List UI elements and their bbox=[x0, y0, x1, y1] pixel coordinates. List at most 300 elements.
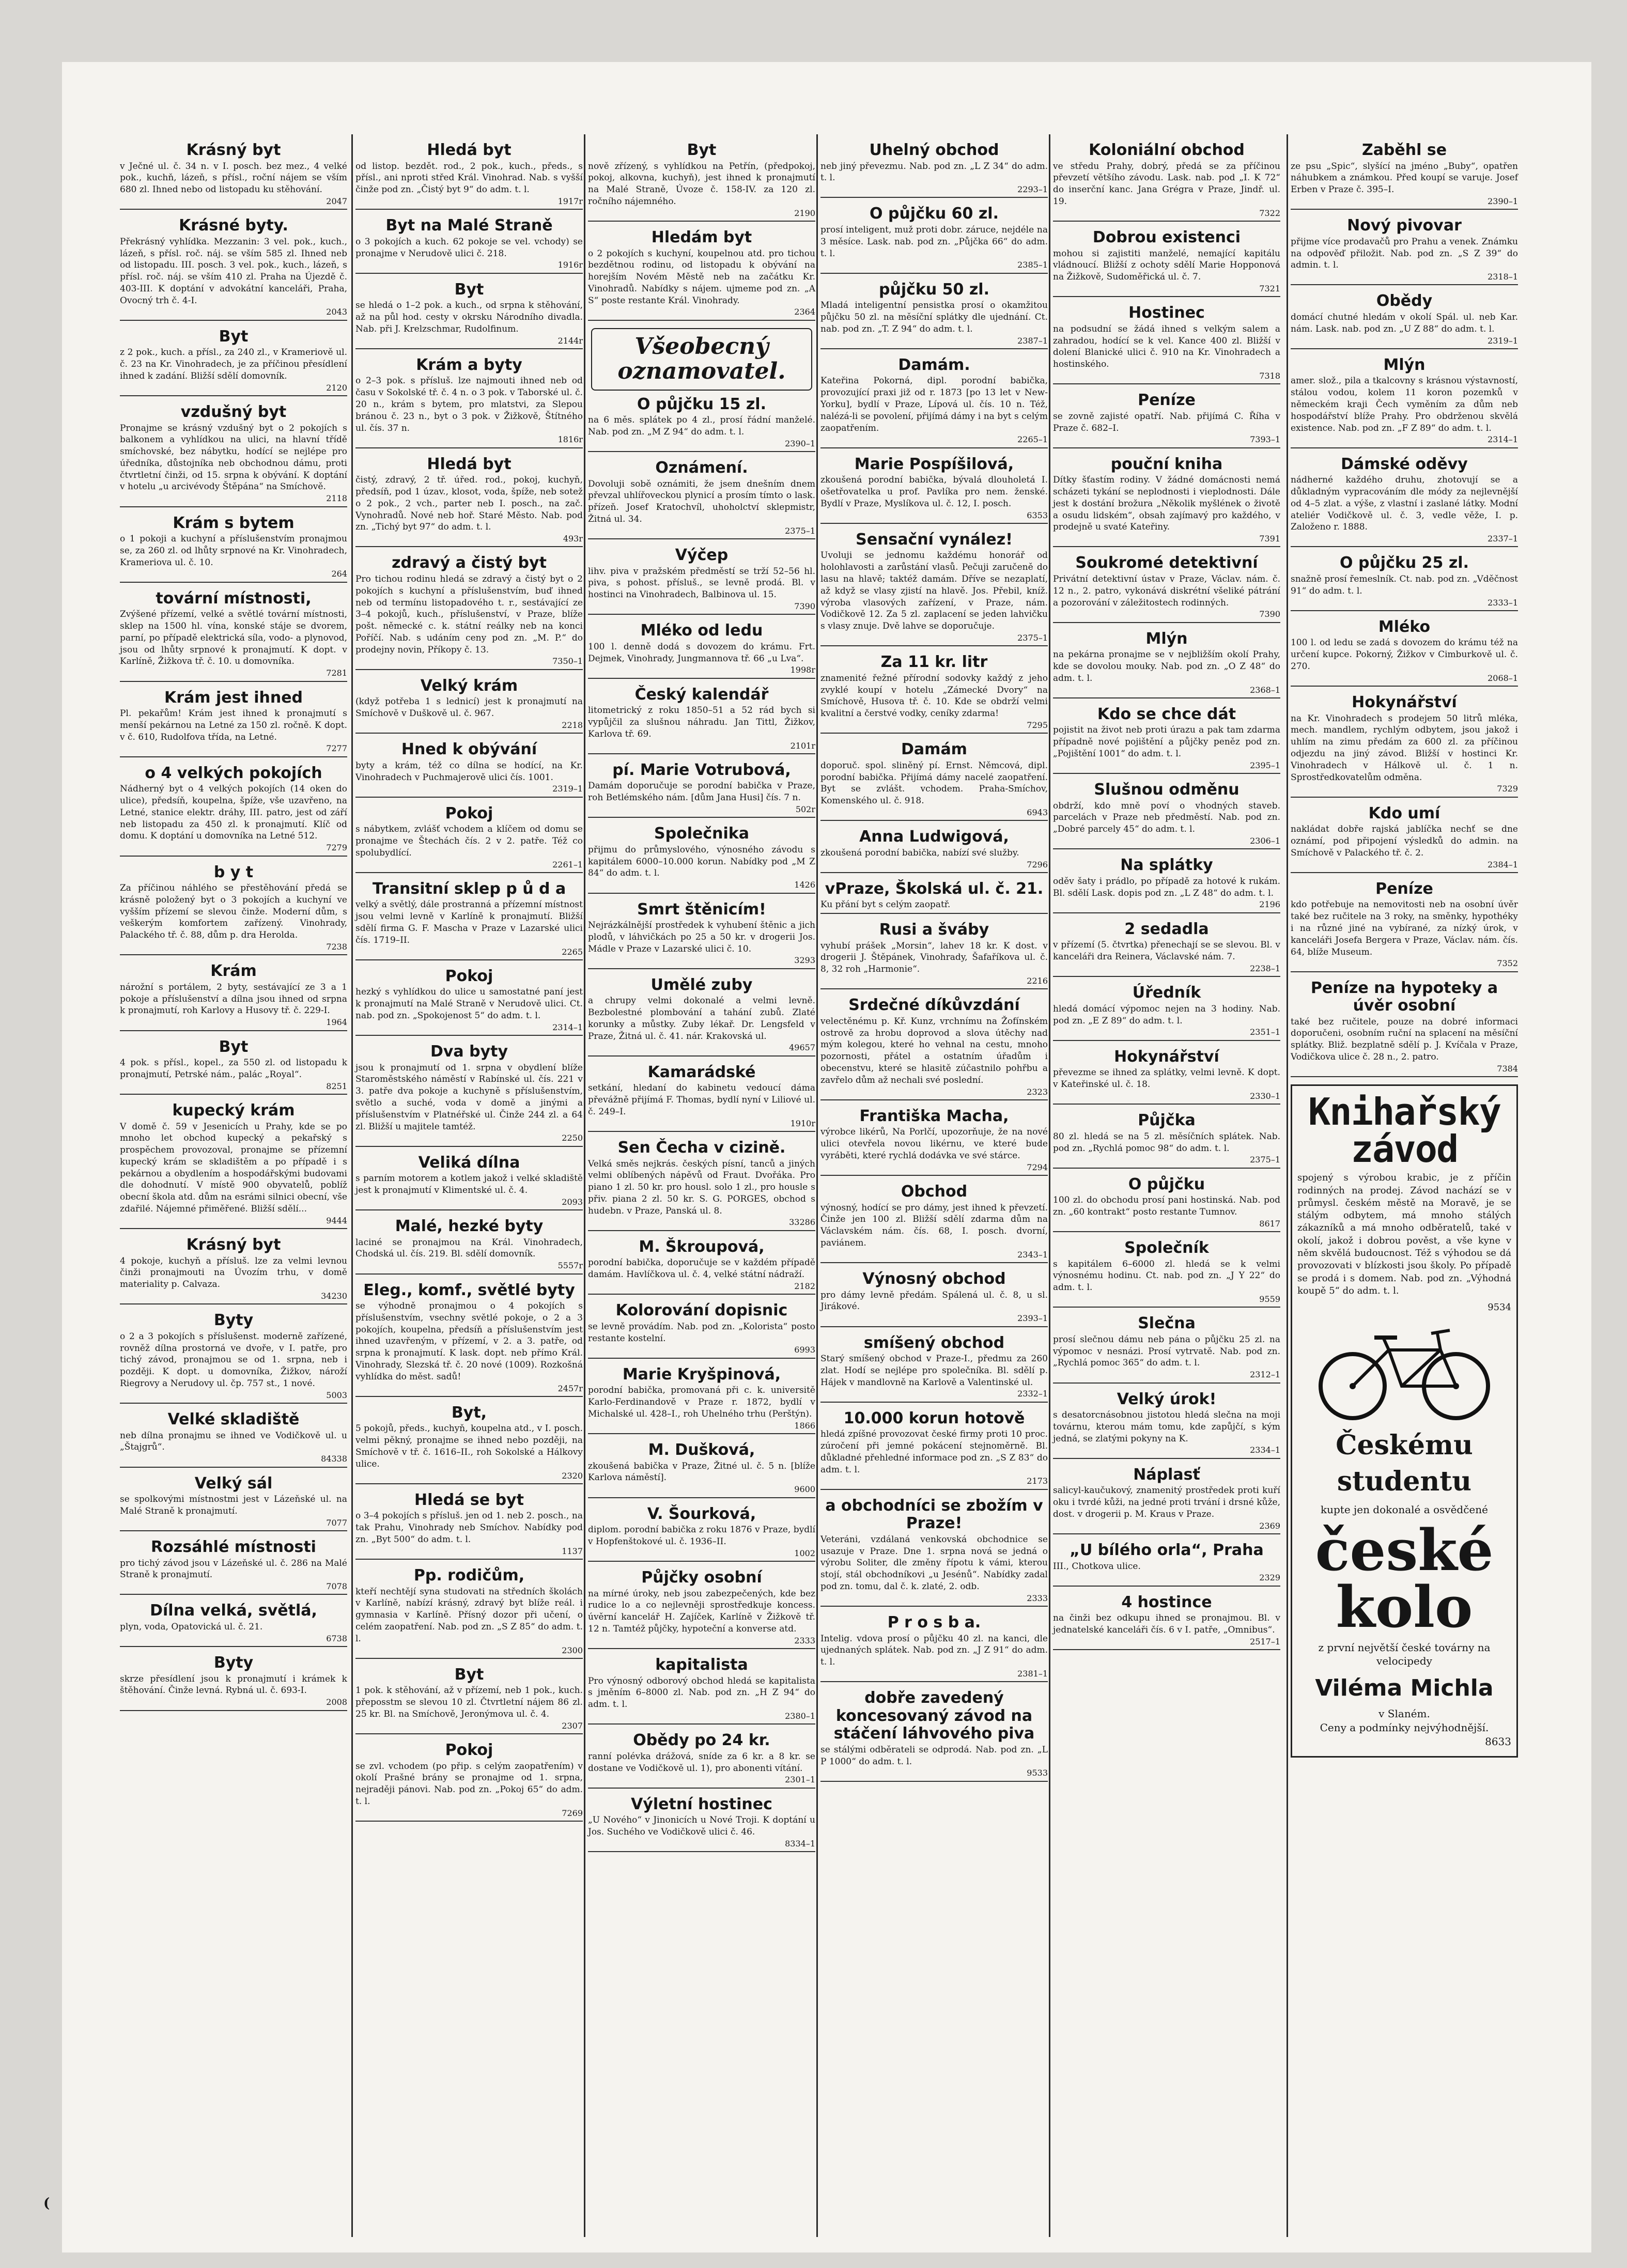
ad-title: kapitalista bbox=[655, 1656, 748, 1674]
ad-title: V. Šourková, bbox=[647, 1504, 756, 1523]
ad-body: ze psu „Spic“, slyšící na jméno „Buby“, opatřen náhubkem a známkou. Před koupí se varuje. Josef Erben v Praze č. 395–I. bbox=[1291, 161, 1518, 195]
ad-title: Hledá byt bbox=[427, 141, 512, 159]
ad-title: 10.000 korun hotově bbox=[843, 1409, 1025, 1427]
ad-body: 5 pokojů, předs., kuchyň, koupelna atd., v I. posch. velmi pěkný, pronajme se ihned nebo později, na Smíchově v tř. č. 1616–II., roh Sokolské a Hálkovy ulice. bbox=[355, 1423, 583, 1469]
ad-code: 84338 bbox=[321, 1454, 347, 1464]
classified-ad bbox=[1053, 1391, 1280, 1459]
ad-divider bbox=[588, 614, 815, 615]
ad-divider bbox=[588, 817, 815, 818]
ad-title: Velký sál bbox=[194, 1474, 273, 1493]
ad-divider bbox=[1053, 1533, 1280, 1534]
ad-title: O půjčku 15 zl. bbox=[637, 395, 766, 413]
ad-title: Obědy bbox=[1376, 292, 1433, 310]
ad-title: Byty bbox=[213, 1311, 254, 1330]
ad-divider bbox=[820, 1489, 1048, 1490]
classified-ad bbox=[1291, 356, 1518, 448]
ad-code: 2265–1 bbox=[1017, 434, 1048, 445]
ad-title: Damám. bbox=[898, 355, 970, 374]
ad-title: Hostinec bbox=[1128, 304, 1205, 322]
ad-code: 1426 bbox=[794, 880, 815, 890]
ad-code: 2375–1 bbox=[1017, 632, 1048, 643]
ad-title: Marie Pospíšilová, bbox=[854, 455, 1014, 473]
ad-divider bbox=[355, 1146, 583, 1147]
classified-ad bbox=[588, 229, 815, 321]
ad-body: diplom. porodní babička z roku 1876 v Praze, bydlí v Hopfenštokové ul. č. 1936–II. bbox=[588, 1525, 815, 1547]
ad-body: o 3–4 pokojích s přísluš. jen od 1. neb 2. posch., na tak Prahu, Vinohrady neb Smíchov. Nabídky pod zn. „Byt 500“ do adm. t. l. bbox=[355, 1511, 583, 1545]
ad-title: Byt na Malé Straně bbox=[385, 216, 553, 235]
column-rule bbox=[1287, 134, 1288, 2237]
ad-code: 2330–1 bbox=[1250, 1091, 1280, 1101]
ad-divider bbox=[1053, 1458, 1280, 1459]
ad-body: Ku přání byt s celým zaopatř. bbox=[820, 899, 951, 910]
ad-body: porodní babička, doporučuje se v každém případě damám. Havlíčkova ul. č. 4, velké státní nádraží. bbox=[588, 1257, 815, 1280]
ad-body: zkoušená porodní babička, nabízí své služby. bbox=[820, 847, 1019, 858]
classified-ad bbox=[355, 356, 583, 448]
ad-body: obdrží, kdo mně poví o vhodných staveb. parcelách v Praze neb předměstí. Nab. pod zn. „Dobré parcely 45“ do adm. t. l. bbox=[1053, 800, 1280, 835]
display-ad-body: spojený s výrobou krabic, je z příčin rodinných na prodej. Závod nachází se v průmysl. českém městě na Moravě, je se stálým odbytem, má mnoho stálých zákazníků a má mnoho odběratelů, také v okolí, jakož i dobrou pověst, a vše kyne v něm skvělá budoucnost. Též s výhodou se dá provozovati v blízkosti jsou školy. Po případě se prodá i s domem. Nab. pod zn. „Výhodná koupě 5“ do adm. t. l. bbox=[1297, 1172, 1511, 1296]
ad-divider bbox=[588, 753, 815, 754]
ad-divider bbox=[588, 451, 815, 452]
ad-divider bbox=[355, 1209, 583, 1210]
classified-ad bbox=[588, 1366, 815, 1434]
ad-divider bbox=[355, 209, 583, 210]
ad-divider bbox=[120, 1228, 347, 1229]
ad-divider bbox=[120, 582, 347, 583]
ad-body: na 6 měs. splátek po 4 zl., prosí řádní manželé. Nab. pod zn. „M Z 94“ do adm. t. l. bbox=[588, 415, 815, 437]
ad-body: přijmu do průmyslového, výnosného závodu s kapitálem 6000–10.000 korun. Nabídky pod „M Z 84“ do adm. t. l. bbox=[588, 844, 815, 879]
ad-body: 80 zl. hledá se na 5 zl. měsíčních splátek. Nab. pod zn. „Rychlá pomoc 98“ do adm. t. l. bbox=[1053, 1131, 1280, 1154]
ad-title: Kdo umí bbox=[1368, 804, 1440, 822]
ad-body: výnosný, hodící se pro dámy, jest ihned k převzetí. Činže jen 100 zl. Bližší sdělí zdarma dům na Václavském nám. čís. 68, I. posch. dvorní, paviánem. bbox=[820, 1202, 1048, 1248]
ad-body: snažně prosí řemeslník. Ct. nab. pod zn. „Vděčnost 91“ do adm. t. l. bbox=[1291, 573, 1518, 596]
column-rule bbox=[351, 134, 353, 2237]
ad-title: Kamarádské bbox=[647, 1063, 756, 1081]
ad-code: 7321 bbox=[1259, 283, 1280, 293]
classified-ad bbox=[120, 403, 347, 507]
ad-title: Mlýn bbox=[1145, 629, 1188, 648]
ad-body: laciné se pronajmou na Král. Vinohradech, Chodská ul. čís. 219. Bl. sdělí domovník. bbox=[355, 1237, 583, 1260]
classified-ad bbox=[120, 1236, 347, 1304]
ad-divider bbox=[820, 733, 1048, 734]
classified-ad bbox=[820, 142, 1048, 198]
ad-body: Uvoluji se jednomu každému honorář od holohlavosti a zarůstání vlasů. Pečuji zaručeně do lasu na hlavě; taktéž damám. Dříve se nezaplatí, až když se vlasy zjistí na hlavě. Jos. Přebil, kníž. výroba vlasových zařízení, v Praze, nám. Vodičkově 12. Za 5 zl. zaplacení se jeden lahvičku s vlasy znuje. Dvě lahve se doporučuje. bbox=[820, 550, 1048, 632]
ad-divider bbox=[355, 1483, 583, 1484]
ad-divider bbox=[1053, 546, 1280, 547]
ad-divider bbox=[1291, 348, 1518, 349]
section-banner: Všeobecný oznamovatel. bbox=[591, 328, 812, 391]
ad-body: Nejrázkálnější prostředek k vyhubení štěnic a jich plodů, v láhvičkách po 25 a 50 kr. v drogerii Jos. Mádle v Praze v Lazarské ulici č. 10. bbox=[588, 920, 815, 954]
ad-title: Sen Čecha v cizině. bbox=[617, 1139, 786, 1157]
classified-ad bbox=[120, 864, 347, 956]
ad-divider bbox=[120, 856, 347, 857]
ad-title: pí. Marie Votrubová, bbox=[612, 760, 791, 779]
ad-body: Pro výnosný odborový obchod hledá se kapitalista s jměním 6–8000 zl. Nab. pod zn. „H Z 94“ do adm. t. l. bbox=[588, 1675, 815, 1710]
ad-divider bbox=[820, 913, 1048, 914]
ad-code: 2384–1 bbox=[1487, 859, 1518, 869]
ad-code: 2306–1 bbox=[1250, 835, 1280, 846]
ad-code: 2319–1 bbox=[1487, 335, 1518, 346]
ad-title: Hledá byt bbox=[427, 455, 512, 473]
classified-ad bbox=[1053, 554, 1280, 623]
ad-body: skrze přesídlení jsou k pronajmutí i krámek k štěhování. Činže levná. Rybná ul. č. 693-I. bbox=[120, 1673, 347, 1696]
ad-body: se stálými odběrateli se odprodá. Nab. pod zn. „L P 1000“ do adm. t. l. bbox=[820, 1744, 1048, 1767]
classified-ad bbox=[120, 765, 347, 857]
column-2 bbox=[355, 139, 583, 1829]
classified-ad bbox=[1053, 984, 1280, 1040]
ad-title: Byty bbox=[213, 1654, 254, 1672]
ad-body: Veteráni, vzdálaná venkovská obchodnice se usazuje v Praze. Dne 1. srpna nová se jedná o výrobu Soliter, dle změny řípotu k vámi, kterou stojí, stál obchodníkovi „u Jesénů“. Nabídky zadal pod zn. tomu, dal č. k. zlaté, 2. odb. bbox=[820, 1534, 1048, 1592]
ad-body: přijme více prodavačů pro Prahu a venek. Známku na odpověď přiložit. Nab. pod zn. „S Z 39“ do admin. t. l. bbox=[1291, 236, 1518, 271]
classified-ad bbox=[1053, 142, 1280, 222]
ad-divider bbox=[120, 395, 347, 396]
classified-ad bbox=[120, 1102, 347, 1229]
ad-code: 7296 bbox=[1027, 859, 1048, 869]
ad-body: vyhubí prášek „Morsin“, lahev 18 kr. K dost. v drogerii J. Štěpánek, Vinohrady, Šafaříkova ul. č. 8, 32 roh „Harmonie“. bbox=[820, 940, 1048, 975]
ad-divider bbox=[588, 1358, 815, 1359]
ad-code: 2368–1 bbox=[1250, 685, 1280, 695]
ad-code: 2320 bbox=[562, 1470, 583, 1481]
ad-code: 7352 bbox=[1497, 958, 1518, 969]
ad-body: ranní polévka drážová, sníde za 6 kr. a 8 kr. se dostane ve Vodičkově ul. 1), pro abonenti vítání. bbox=[588, 1751, 815, 1774]
ad-divider bbox=[820, 1099, 1048, 1100]
ad-title: Velký krám bbox=[420, 676, 518, 695]
ad-divider bbox=[355, 1733, 583, 1734]
classified-ad bbox=[588, 825, 815, 893]
ad-code: 2307 bbox=[562, 1720, 583, 1731]
classified-ad bbox=[355, 554, 583, 670]
classified-ad bbox=[820, 997, 1048, 1100]
ad-divider bbox=[1291, 872, 1518, 873]
ad-body: domácí chutné hledám v okolí Spál. ul. neb Kar. nám. Lask. nab. pod zn. „U Z 88“ do adm. t. l. bbox=[1291, 312, 1518, 334]
ad-code: 2393–1 bbox=[1017, 1313, 1048, 1324]
ad-code: 7078 bbox=[326, 1581, 347, 1592]
classified-ad bbox=[588, 622, 815, 678]
classified-ad bbox=[355, 281, 583, 349]
ad-body: také bez ručitele, pouze na dobré informaci doporučeni, osobním ruční na splacení na měsíční splátky. Bliž. bezplatně sdělí p. J. Kvíčala v Praze, Vodičkova ulice č. 28 n., 2. patro. bbox=[1291, 1016, 1518, 1062]
ad-code: 2261–1 bbox=[552, 859, 583, 869]
ad-divider bbox=[820, 820, 1048, 821]
ad-title: Velké skladiště bbox=[167, 1410, 300, 1429]
ad-code: 2343–1 bbox=[1017, 1249, 1048, 1260]
ad-divider bbox=[820, 1326, 1048, 1327]
ad-divider bbox=[820, 1175, 1048, 1176]
classified-ad bbox=[588, 396, 815, 452]
ad-code: 7277 bbox=[326, 743, 347, 754]
ad-title: Byt bbox=[219, 327, 249, 346]
display-ad-code: 9534 bbox=[1487, 1302, 1511, 1313]
classified-ad bbox=[588, 1796, 815, 1852]
ad-code: 2068–1 bbox=[1487, 673, 1518, 683]
classified-ad bbox=[1053, 304, 1280, 384]
ad-body: amer. slož., pila a tkalcovny s krásnou výstavností, stálou vodou, kolem 11 koron pozemků v německém kraji Čech vyměním za dům neb hospodářství blíže Prahy. Pro obdrženou skvělá existence. Nab. pod zn. „F Z 89“ do adm. t. l. bbox=[1291, 376, 1518, 433]
column-rule bbox=[816, 134, 818, 2237]
ad-body: převezme se ihned za splátky, velmi levně. K dopt. v Kateřinské ul. č. 18. bbox=[1053, 1067, 1280, 1090]
ad-body: Damám doporučuje se porodní babička v Praze, roh Betlémského nám. [dům Jana Husi] čís. 7 n. bbox=[588, 781, 815, 803]
ad-body: setkání, hledaní do kabinetu vedoucí dáma převážně přijímá F. Thomas, bydlí nyní v Liliové ul. č. 249–I. bbox=[588, 1083, 815, 1117]
ad-title: „U bílého orla“, Praha bbox=[1070, 1541, 1264, 1560]
ad-title: Krásný byt bbox=[186, 141, 281, 159]
ad-code: 7077 bbox=[326, 1517, 347, 1528]
ad-body: mohou si zajistiti manželé, nemající kapitálu vládnoucí. Bližší z ochoty sdělí Marie Hopponová na Žižkově, Sudoměřická ul. č. 7. bbox=[1053, 248, 1280, 283]
column-1 bbox=[120, 139, 347, 1718]
ad-body: na Kr. Vinohradech s prodejem 50 litrů mléka, mech. mandlem, rychlým odbytem, jsou jakož i uhlím na zimu předám za 600 zl. za příčinou odjezdu na jiný závod. Bližší v hostinci Kr. Vinohradech v Hálkově ul. č. 1 n. Sprostředkovatelům odměna. bbox=[1291, 713, 1518, 783]
ad-divider bbox=[588, 538, 815, 539]
ad-body: 4 pok. s přísl., kopel., za 550 zl. od listopadu k pronajmutí, Petrské nám., palác „Royal“. bbox=[120, 1058, 347, 1080]
ad-body: Intelig. vdova prosí o půjčku 40 zl. na kanci, dle ujednaných splátek. Nab. pod zn. „J Z 91“ do adm. t. l. bbox=[820, 1633, 1048, 1668]
ad-code: 2173 bbox=[1027, 1476, 1048, 1486]
ad-code: 1866 bbox=[794, 1420, 815, 1431]
ad-code: 9600 bbox=[794, 1484, 815, 1495]
classified-ad bbox=[120, 590, 347, 682]
ad-divider bbox=[1291, 284, 1518, 285]
ad-divider bbox=[1053, 1231, 1280, 1232]
ad-code: 7295 bbox=[1027, 720, 1048, 730]
ad-body: v Ječné ul. č. 34 n. v I. posch. bez mez., 4 velké pok., kuchň, lázeň, s přísl., roční nájem se vším 680 zl. Ihned nebo od listopadu ku stěhování. bbox=[120, 161, 347, 195]
ad-code: 2314–1 bbox=[1487, 434, 1518, 445]
ad-title: Smrt štěnicím! bbox=[637, 900, 766, 919]
ad-body: na činži bez odkupu ihned se pronajmou. Bl. v jednatelské kanceláři čís. 6 v I. patře, „Omnibus“. bbox=[1053, 1613, 1280, 1636]
ad-title: Kolorování dopisnic bbox=[615, 1301, 788, 1320]
ad-body: Mladá inteligentní pensistka prosí o okamžitou půjčku 50 zl. na měsíční splátky dle ujednání. Ct. nab. pod zn. „T. Z 94“ do adm. t. l. bbox=[820, 300, 1048, 334]
ad-body: výrobce likérů, Na Porlčí, upozorňuje, že na nové ulici otevřela novou likérnu, ve které bude vyráběti, které rychlá dodávka ve své stárce. bbox=[820, 1127, 1048, 1161]
display-ad bbox=[1291, 1084, 1518, 1757]
ad-body: ve středu Prahy, dobrý, předá se za příčinou převzetí většího závodu. Lask. nab. pod „I. K 72“ do inserční kanc. Jana Grégra v Praze, Jindř. ul. 19. bbox=[1053, 161, 1280, 207]
ad-code: 2144r bbox=[557, 335, 583, 346]
classified-ad bbox=[1291, 554, 1518, 611]
ad-code: 2387–1 bbox=[1017, 335, 1048, 346]
ad-code: 2457r bbox=[557, 1383, 583, 1393]
edge-mark: ( bbox=[43, 2196, 50, 2211]
ad-body: o 2–3 pok. s přísluš. lze najmouti ihned neb od času v Sokolské tř. č. 4 n. o 3 pok. v Taborské ul. č. 20 n., krám s bytem, pro mlatstvi, za Slepou bránou č. 23 n., byt o 3 pok. v Žižkově, Štítného ul. čís. 37 n. bbox=[355, 376, 583, 433]
ad-title: Dva byty bbox=[430, 1043, 508, 1061]
classified-ad bbox=[1053, 921, 1280, 977]
ad-code: 2218 bbox=[562, 720, 583, 730]
ad-title: O půjčku bbox=[1128, 1175, 1205, 1193]
ad-code: 2238–1 bbox=[1250, 963, 1280, 973]
classified-ad bbox=[1053, 1594, 1280, 1650]
classified-ad bbox=[820, 1334, 1048, 1403]
classified-ad bbox=[1291, 805, 1518, 873]
ad-divider bbox=[1053, 773, 1280, 774]
ad-divider bbox=[120, 506, 347, 507]
ad-code: 2008 bbox=[326, 1697, 347, 1707]
ad-body: od listop. bezdět. rod., 2 pok., kuch., předs., s přísl., ani nproti střed Král. Vinohrad. Nab. s vyšší činže pod zn. „Čistý byt 9“ do adm. t. l. bbox=[355, 161, 583, 195]
ad-divider bbox=[1291, 610, 1518, 611]
ad-code: 2196 bbox=[1259, 899, 1280, 910]
ad-title: P r o s b a. bbox=[887, 1613, 981, 1632]
ad-divider bbox=[355, 546, 583, 547]
ad-divider bbox=[820, 872, 1048, 873]
ad-title: Krám s bytem bbox=[173, 514, 295, 532]
ad-body: oděv šaty i prádlo, po případě za hotové k rukám. Bl. sdělí Lask. dopis pod zn. „L Z 48“ do adm. t. l. bbox=[1053, 876, 1280, 898]
classified-ad bbox=[1053, 781, 1280, 849]
ad-code: 6993 bbox=[794, 1345, 815, 1355]
ad-title: Pokoj bbox=[445, 1741, 493, 1760]
ad-body: Dítky šťastím rodiny. V žádné domácnosti nemá scházeti tykání se neplodnosti i vieplodnosti. Dále jest k dostání brožura „Několik myšlének o životě a osudu lidském“, obsah zajímavý pro každého, v prodejně u svaté Kateřiny. bbox=[1053, 475, 1280, 533]
ad-body: litometrický z roku 1850–51 a 52 rád bych si vypůjčil za slušnou náhradu. Jan Tittl, Žižkov, Karlova tř. 69. bbox=[588, 705, 815, 739]
ad-title: Na splátky bbox=[1120, 856, 1213, 875]
ad-title: Náplasť bbox=[1133, 1465, 1200, 1484]
classified-ad bbox=[588, 1064, 815, 1132]
ad-code: 2390–1 bbox=[1487, 196, 1518, 206]
classified-ad bbox=[120, 1602, 347, 1647]
ad-body: hledá domácí výpomoc nejen na 3 hodiny. Nab. pod zn. „E Z 89“ do adm. t. l. bbox=[1053, 1003, 1280, 1026]
ad-code: 5003 bbox=[326, 1390, 347, 1400]
ad-body: v přízemí (5. čtvrtka) přenechají se se slevou. Bl. v kanceláři dra Reinera, Václavské nám. 7. bbox=[1053, 940, 1280, 962]
classified-ad bbox=[355, 1666, 583, 1734]
ad-title: Pokoj bbox=[445, 804, 493, 822]
ad-title: Krám bbox=[210, 962, 257, 981]
ad-title: Peníze bbox=[1375, 879, 1433, 898]
ad-title: Výletní hostinec bbox=[631, 1795, 772, 1813]
ad-code: 2333 bbox=[794, 1635, 815, 1645]
ad-body: 1 pok. k stěhování, až v přízemí, neb 1 pok., kuch. přeposstm se slevou 10 zl. Čtvrtletní nájem 86 zl. 25 kr. Bl. na Smíchově, Jeronýmova ul. č. 4. bbox=[355, 1685, 583, 1719]
ad-divider bbox=[588, 1648, 815, 1649]
ad-code: 493r bbox=[563, 534, 583, 544]
ad-code: 2182 bbox=[794, 1281, 815, 1291]
ad-divider bbox=[120, 209, 347, 210]
ad-body: (když potřeba 1 s lednicí) jest k pronajmutí na Smíchově v Duškově ul. č. 967. bbox=[355, 696, 583, 719]
ad-divider bbox=[820, 523, 1048, 524]
ad-title: Byt bbox=[219, 1037, 249, 1056]
ad-body: velký a světlý, dále prostranná a přízemní místnost jsou velmi levně v Karlíně k pronajmutí. Bližší sdělí firma G. F. Mascha v Praze v Lazarské ulici čís. 1719–II. bbox=[355, 899, 583, 945]
classified-ad bbox=[820, 1497, 1048, 1607]
ad-body: nakládat dobře rajská jablíčka nechť se dne oznámí, pod připojení výsledků do admin. na Smíchově v Palackého tř. č. 2. bbox=[1291, 824, 1518, 858]
ad-body: prosí slečnou dámu neb pána o půjčku 25 zl. na výpomoc v nesnázi. Prosí vytrvatě. Nab. pod zn. „Rychlá pomoc 365“ do adm. t. l. bbox=[1053, 1334, 1280, 1369]
column-rule bbox=[1049, 134, 1050, 2237]
ad-code: 7329 bbox=[1497, 784, 1518, 794]
ad-title: 2 sedadla bbox=[1124, 920, 1209, 938]
ad-title: půjčku 50 zl. bbox=[879, 280, 989, 299]
display-ad-brand: Viléma Michla bbox=[1315, 1675, 1494, 1702]
classified-ad bbox=[120, 689, 347, 757]
classified-ad bbox=[120, 1654, 347, 1711]
column-3 bbox=[588, 139, 815, 1859]
ad-body: se zvl. vchodem (po přip. s celým zaopatřením) v okolí Prašné brány se pronajme od 1. srpna, nejraději pánovi. Nab. pod zn. „Pokoj 65“ do adm. t. l. bbox=[355, 1761, 583, 1807]
ad-code: 1910r bbox=[790, 1118, 815, 1128]
classified-ad bbox=[588, 762, 815, 818]
ad-divider bbox=[588, 1433, 815, 1434]
ad-code: 7279 bbox=[326, 843, 347, 853]
ad-code: 7269 bbox=[562, 1808, 583, 1818]
ad-body: zkoušená porodní babička, bývalá dlouholetá I. ošetřovatelka u prof. Pavlíka pro nem. ženské. Bydlí v Praze, Myslíkova ul. č. 12, I. posch. bbox=[820, 475, 1048, 509]
ad-title: kupecký krám bbox=[172, 1101, 295, 1120]
ad-body: 4 pokoje, kuchyň a přísluš. lze za velmi levnou činži pronajmouti na Úvozím trhu, v domě materiality p. Calvaza. bbox=[120, 1255, 347, 1290]
classified-ad bbox=[820, 456, 1048, 524]
classified-ad bbox=[588, 1302, 815, 1358]
ad-code: 2265 bbox=[562, 946, 583, 957]
ad-divider bbox=[588, 1294, 815, 1295]
classified-ad bbox=[1053, 1315, 1280, 1383]
ad-code: 2120 bbox=[326, 382, 347, 393]
ad-code: 2323 bbox=[1027, 1086, 1048, 1097]
ad-title: Pp. rodičům, bbox=[413, 1566, 525, 1585]
ad-divider bbox=[588, 1723, 815, 1725]
ad-title: Peníze na hypoteky a úvěr osobní bbox=[1310, 978, 1498, 1015]
ad-body: se výhodně pronajmou o 4 pokojích s příslušenstvím, vsechny světlé pokoje, o 2 a 3 pokojích, koupelna, předsíň a příslušenstvím jest ihned uzavřeným, v přízemí, v 2. a 3. patře, od srpna k pronajmutí. K lask. dopt. neb přímo Král. Vinohrady, Slezská tř. č. 20 nové (1009). Rozkošná vyhlídka do měst. sadů! bbox=[355, 1301, 583, 1382]
ad-divider bbox=[820, 1262, 1048, 1263]
ad-divider bbox=[120, 1403, 347, 1404]
ad-body: pojistit na život neb proti úrazu a pak tam zdarma případně nové pojištění a půjčky peněz pod zn. „Pojištění 1001“ do adm. t. l. bbox=[1053, 725, 1280, 759]
ad-code: 7322 bbox=[1259, 208, 1280, 218]
ad-divider bbox=[820, 1681, 1048, 1682]
ad-title: 4 hostince bbox=[1121, 1593, 1212, 1611]
ad-title: vPraze, Školská ul. č. 21. bbox=[825, 879, 1044, 898]
ad-title: Dobrou existenci bbox=[1092, 228, 1241, 246]
ad-title: Za 11 kr. litr bbox=[880, 653, 988, 672]
ad-title: Zaběhl se bbox=[1361, 141, 1447, 159]
display-ad-heading: Knihařský závod bbox=[1308, 1090, 1501, 1171]
ad-code: 6943 bbox=[1027, 807, 1048, 817]
ad-title: Výnosný obchod bbox=[862, 1270, 1006, 1288]
classified-ad bbox=[355, 1154, 583, 1210]
ad-body: Kateřina Pokorná, dipl. porodní babička, provozující praxi již od r. 1873 [po 13 let v New-Yorku], bydlí v Praze, Lípová ul. čís. 10 n. Též, nalézá-li se povolení, přijímá dámy i na byt s celým zaopatřením. bbox=[820, 376, 1048, 433]
ad-divider bbox=[1291, 971, 1518, 972]
classified-ad bbox=[588, 547, 815, 615]
ad-divider bbox=[1053, 1104, 1280, 1105]
ad-body: hledá zpíšné provozovat české firmy proti 10 proc. zúročení při jemné pokácení stejnoměrně. Bl. důkladné přehledné informace pod zn. „S Z 83“ do adm. t. l. bbox=[820, 1429, 1048, 1475]
ad-title: Rozsáhlé místnosti bbox=[151, 1538, 316, 1556]
ad-code: 2093 bbox=[562, 1197, 583, 1207]
classified-ad bbox=[355, 1282, 583, 1397]
ad-code: 2319–1 bbox=[552, 784, 583, 794]
ad-divider bbox=[1053, 296, 1280, 297]
classified-ad bbox=[355, 1404, 583, 1484]
ad-title: Krám jest ihned bbox=[164, 688, 303, 707]
classified-ad bbox=[588, 901, 815, 969]
ad-divider bbox=[1291, 797, 1518, 798]
ad-title: Byt bbox=[454, 280, 484, 299]
classified-ad bbox=[820, 654, 1048, 734]
ad-code: 2047 bbox=[326, 196, 347, 206]
ad-body: pro tichý závod jsou v Lázeňské ul. č. 286 na Malé Straně k pronajmutí. bbox=[120, 1558, 347, 1580]
ad-title: a obchodníci se zbožím v Praze! bbox=[825, 1496, 1043, 1533]
classified-ad bbox=[120, 1312, 347, 1404]
ad-divider bbox=[588, 1497, 815, 1498]
ad-divider bbox=[820, 1781, 1048, 1782]
ad-title: Františka Macha, bbox=[859, 1107, 1009, 1125]
ad-code: 2351–1 bbox=[1250, 1027, 1280, 1037]
ad-body: V domě č. 59 v Jesenicích u Prahy, kde se po mnoho let obchod kupecký a pekařský s prospěchem provozoval, pronajme se přízemní kupecký krám se skladištěm a po případě i s pekárnou a obydlením a hospodářskými budovami dle dohodnutí. V místě 900 obyvatelů, poblíž obecní škola atd. dům na esrámi silnici obecní, vše zdařilé. Nájemné přiměřené. Bližší sdělí... bbox=[120, 1121, 347, 1214]
classified-ad bbox=[588, 1732, 815, 1788]
ad-divider bbox=[1053, 912, 1280, 913]
ad-code: 7390 bbox=[794, 601, 815, 611]
ad-title: O půjčku 25 zl. bbox=[1340, 554, 1469, 572]
ad-divider bbox=[588, 1561, 815, 1562]
ad-title: Umělé zuby bbox=[650, 975, 753, 994]
ad-code: 7350–1 bbox=[552, 656, 583, 666]
ad-divider bbox=[355, 1559, 583, 1560]
ad-title: Slečna bbox=[1138, 1314, 1196, 1333]
classified-ad bbox=[120, 1411, 347, 1467]
ad-body: na podsudní se žádá ihned s velkým salem a zahradou, hodící se k vel. Kance 400 zl. Bližší v dolení Blanické ulici č. 910 na Kr. Vinohradech a hostinského. bbox=[1053, 323, 1280, 370]
ad-body: o 2 a 3 pokojích s příslušenst. moderně zařízené, rovněž dílna prostorná ve dvoře, v I. patře, pro tichý závod, pronajmou se od 1. srpna, neb i později. K dopt. u domovníka, Žižkov, nároží Riegrovy a Nerudovy ul. čp. 757 st., 1 nové. bbox=[120, 1331, 347, 1389]
ad-divider bbox=[1053, 622, 1280, 623]
ad-code: 2318–1 bbox=[1487, 272, 1518, 282]
ad-code: 3293 bbox=[794, 955, 815, 966]
ad-divider bbox=[355, 348, 583, 349]
ad-body: Pl. pekařům! Krám jest ihned k pronajmutí s menší pekárnou na Letné za 150 zl. ročně. K dopt. v č. 610, Rudolfova třída, na Letné. bbox=[120, 708, 347, 742]
classified-ad bbox=[820, 1183, 1048, 1263]
ad-body: Za příčinou náhlého se přestěhování předá se krásně položený byt o 3 pokojích a kuchyní ve vyšším přízemí se slevou činže. Moderní dům, s veškerým komfortem zařízený. Vinohrady, Palackého tř. č. 88, dům p. dra Herolda. bbox=[120, 883, 347, 941]
ad-body: Dovoluji sobě oznámiti, že jsem dnešním dnem převzal uhlířoveckou plynicí a prosím tímto o lask. přízeň. Josef Kratochvíl, uhoholctví sklepmistr, Žitná ul. 34. bbox=[588, 478, 815, 524]
ad-divider bbox=[355, 1396, 583, 1397]
classified-ad bbox=[1053, 1176, 1280, 1232]
ad-body: a chrupy velmi dokonalé a velmi levně. Bezbolestné plombování a tahání zubů. Zlaté korunky a můstky. Zuby lékař. Dr. Lengsfeld v Praze, Žitná ul. č. 41. nár. Krakovská ul. bbox=[588, 996, 815, 1042]
ad-title: Hledám byt bbox=[651, 228, 752, 246]
column-4 bbox=[820, 139, 1048, 1789]
ad-body: o 1 pokoji a kuchyní a příslušenstvím pronajmou se, za 260 zl. od lhůty srpnové na Kr. Vinohradech, Krameriova ul. č. 10. bbox=[120, 534, 347, 568]
